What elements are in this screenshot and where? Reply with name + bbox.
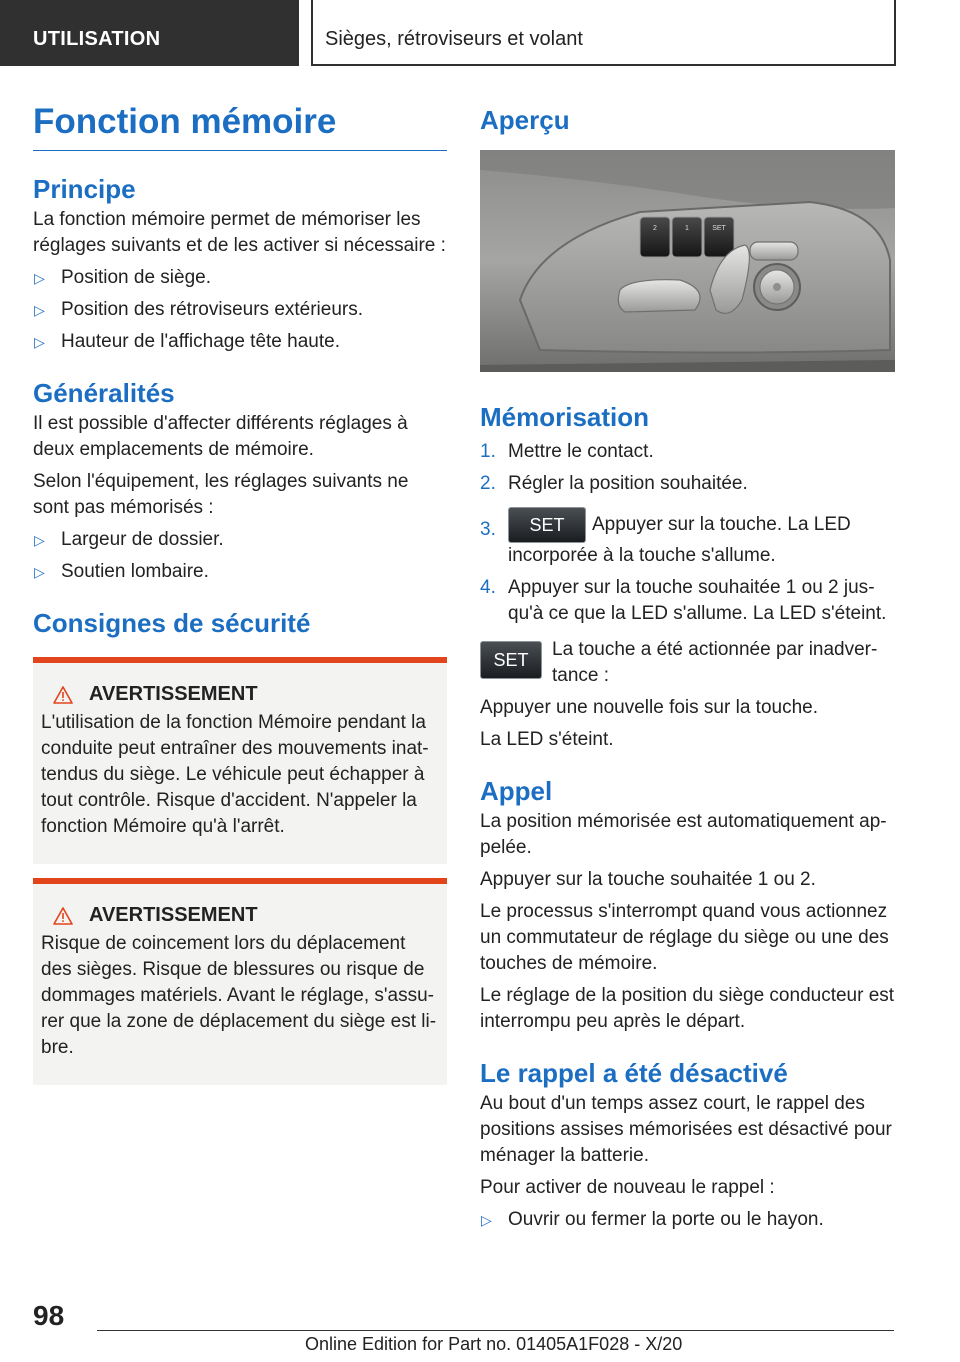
triangle-bullet-icon: ▷: [34, 532, 45, 548]
step-item: 1. Mettre le contact.: [480, 441, 654, 462]
warning-triangle-icon: [53, 907, 73, 925]
heading-generalites: Généralités: [33, 378, 175, 408]
note-block: [480, 637, 895, 689]
footer-edition: Online Edition for Part no. 01405A1F028 - X/20: [305, 1334, 683, 1354]
warning-box: [33, 878, 447, 1085]
principe-intro: La fonction mémoire permet de mémoriser les réglages suivants et de les activer si nécessaire :: [33, 209, 446, 256]
heading-consignes: Consignes de sécurité: [33, 608, 311, 638]
rappel-p2: Pour activer de nouveau le rappel :: [480, 1177, 775, 1198]
seat-controls-photo: [480, 150, 895, 372]
appel-p1: La position mémorisée est automatiquement appelée.: [480, 811, 887, 858]
section-tab: [0, 0, 299, 66]
triangle-bullet-icon: ▷: [34, 334, 45, 350]
right-column: [480, 100, 895, 1233]
warning-text: L'utilisation de la fonction Mémoire pendant la conduite peut entraîner des mouvements inattendus du siège. Le véhicule peut échapper à tout contrôle. Risque d'accident. N'appeler la fonction Mémoire qu'à l'arrêt.: [41, 712, 429, 837]
page-number: 98: [33, 1300, 65, 1331]
heading-appel: Appel: [480, 776, 553, 806]
memorisation-p2: La LED s'éteint.: [480, 729, 614, 750]
step-item: 4. Appuyer sur la touche souhaitée 1 ou 2 jusqu'à ce que la LED s'allume. La LED s'éteint.: [480, 577, 887, 624]
principe-list: [33, 265, 447, 355]
chapter-label: Sièges, rétroviseurs et volant: [325, 28, 583, 50]
heading-memorisation: Mémorisation: [480, 402, 650, 432]
generalites-list: [33, 527, 447, 585]
list-item: ▷ Position de siège.: [33, 265, 447, 291]
memorisation-steps: [480, 439, 895, 627]
list-item: ▷ Ouvrir ou fermer la porte ou le hayon.: [480, 1207, 895, 1233]
step-item: 2. Régler la position souhaitée.: [480, 473, 748, 494]
list-item: ▷ Largeur de dossier.: [33, 527, 447, 553]
heading-rappel: Le rappel a été désactivé: [480, 1058, 788, 1088]
heading-principe: Principe: [33, 174, 136, 204]
warning-title: AVERTISSEMENT: [53, 904, 439, 927]
generalites-p2: Selon l'équipement, les réglages suivants ne sont pas mémorisés :: [33, 471, 409, 518]
warning-title: AVERTISSEMENT: [53, 683, 439, 706]
left-column: [33, 100, 447, 1085]
warning-triangle-icon: [53, 686, 73, 704]
triangle-bullet-icon: ▷: [481, 1212, 492, 1228]
page-header: [0, 0, 960, 66]
warning-text: Risque de coincement lors du déplacement des sièges. Risque de blessures ou risque de dommages matériels. Avant le réglage, s'assurer que la zone de déplacement du siège est libre.: [41, 933, 437, 1058]
appel-p3: Le processus s'interrompt quand vous actionnez un commutateur de réglage du siège ou une des touches de mémoire.: [480, 901, 889, 974]
set-button-icon: SET: [508, 507, 586, 543]
list-item: ▷ Position des rétroviseurs extérieurs.: [33, 297, 447, 323]
triangle-bullet-icon: ▷: [34, 564, 45, 580]
footer-divider: [97, 1330, 894, 1331]
triangle-bullet-icon: ▷: [34, 302, 45, 318]
generalites-p1: Il est possible d'affecter différents réglages à deux emplacements de mémoire.: [33, 413, 408, 460]
set-button-icon: SET: [480, 641, 542, 679]
list-item: ▷ Hauteur de l'affichage tête haute.: [33, 329, 447, 355]
rappel-list: [480, 1207, 895, 1233]
appel-p4: Le réglage de la position du siège conducteur est interrompu peu après le départ.: [480, 985, 895, 1032]
set-key-label: SET: [712, 225, 726, 232]
list-item: ▷ Soutien lombaire.: [33, 559, 447, 585]
note-text: La touche a été actionnée par inadvertance :: [552, 639, 878, 686]
warning-box: [33, 657, 447, 864]
section-label: UTILISATION: [33, 28, 161, 50]
memorisation-p1: Appuyer une nouvelle fois sur la touche.: [480, 697, 818, 718]
appel-p2: Appuyer sur la touche souhaitée 1 ou 2.: [480, 869, 816, 890]
heading-apercu: Aperçu: [480, 105, 570, 135]
memory-key-1-label: 1: [685, 225, 689, 232]
rappel-p1: Au bout d'un temps assez court, le rappel des positions assises mémorisées est désactivé pour ménager la batterie.: [480, 1093, 892, 1166]
memory-key-2-label: 2: [653, 225, 657, 232]
chapter-tab: [311, 0, 896, 66]
triangle-bullet-icon: ▷: [34, 270, 45, 286]
page-title: Fonction mémoire: [33, 100, 447, 151]
step-item: 3. SET Appuyer sur la touche. La LED incorporée à la touche s'allume.: [480, 507, 895, 569]
